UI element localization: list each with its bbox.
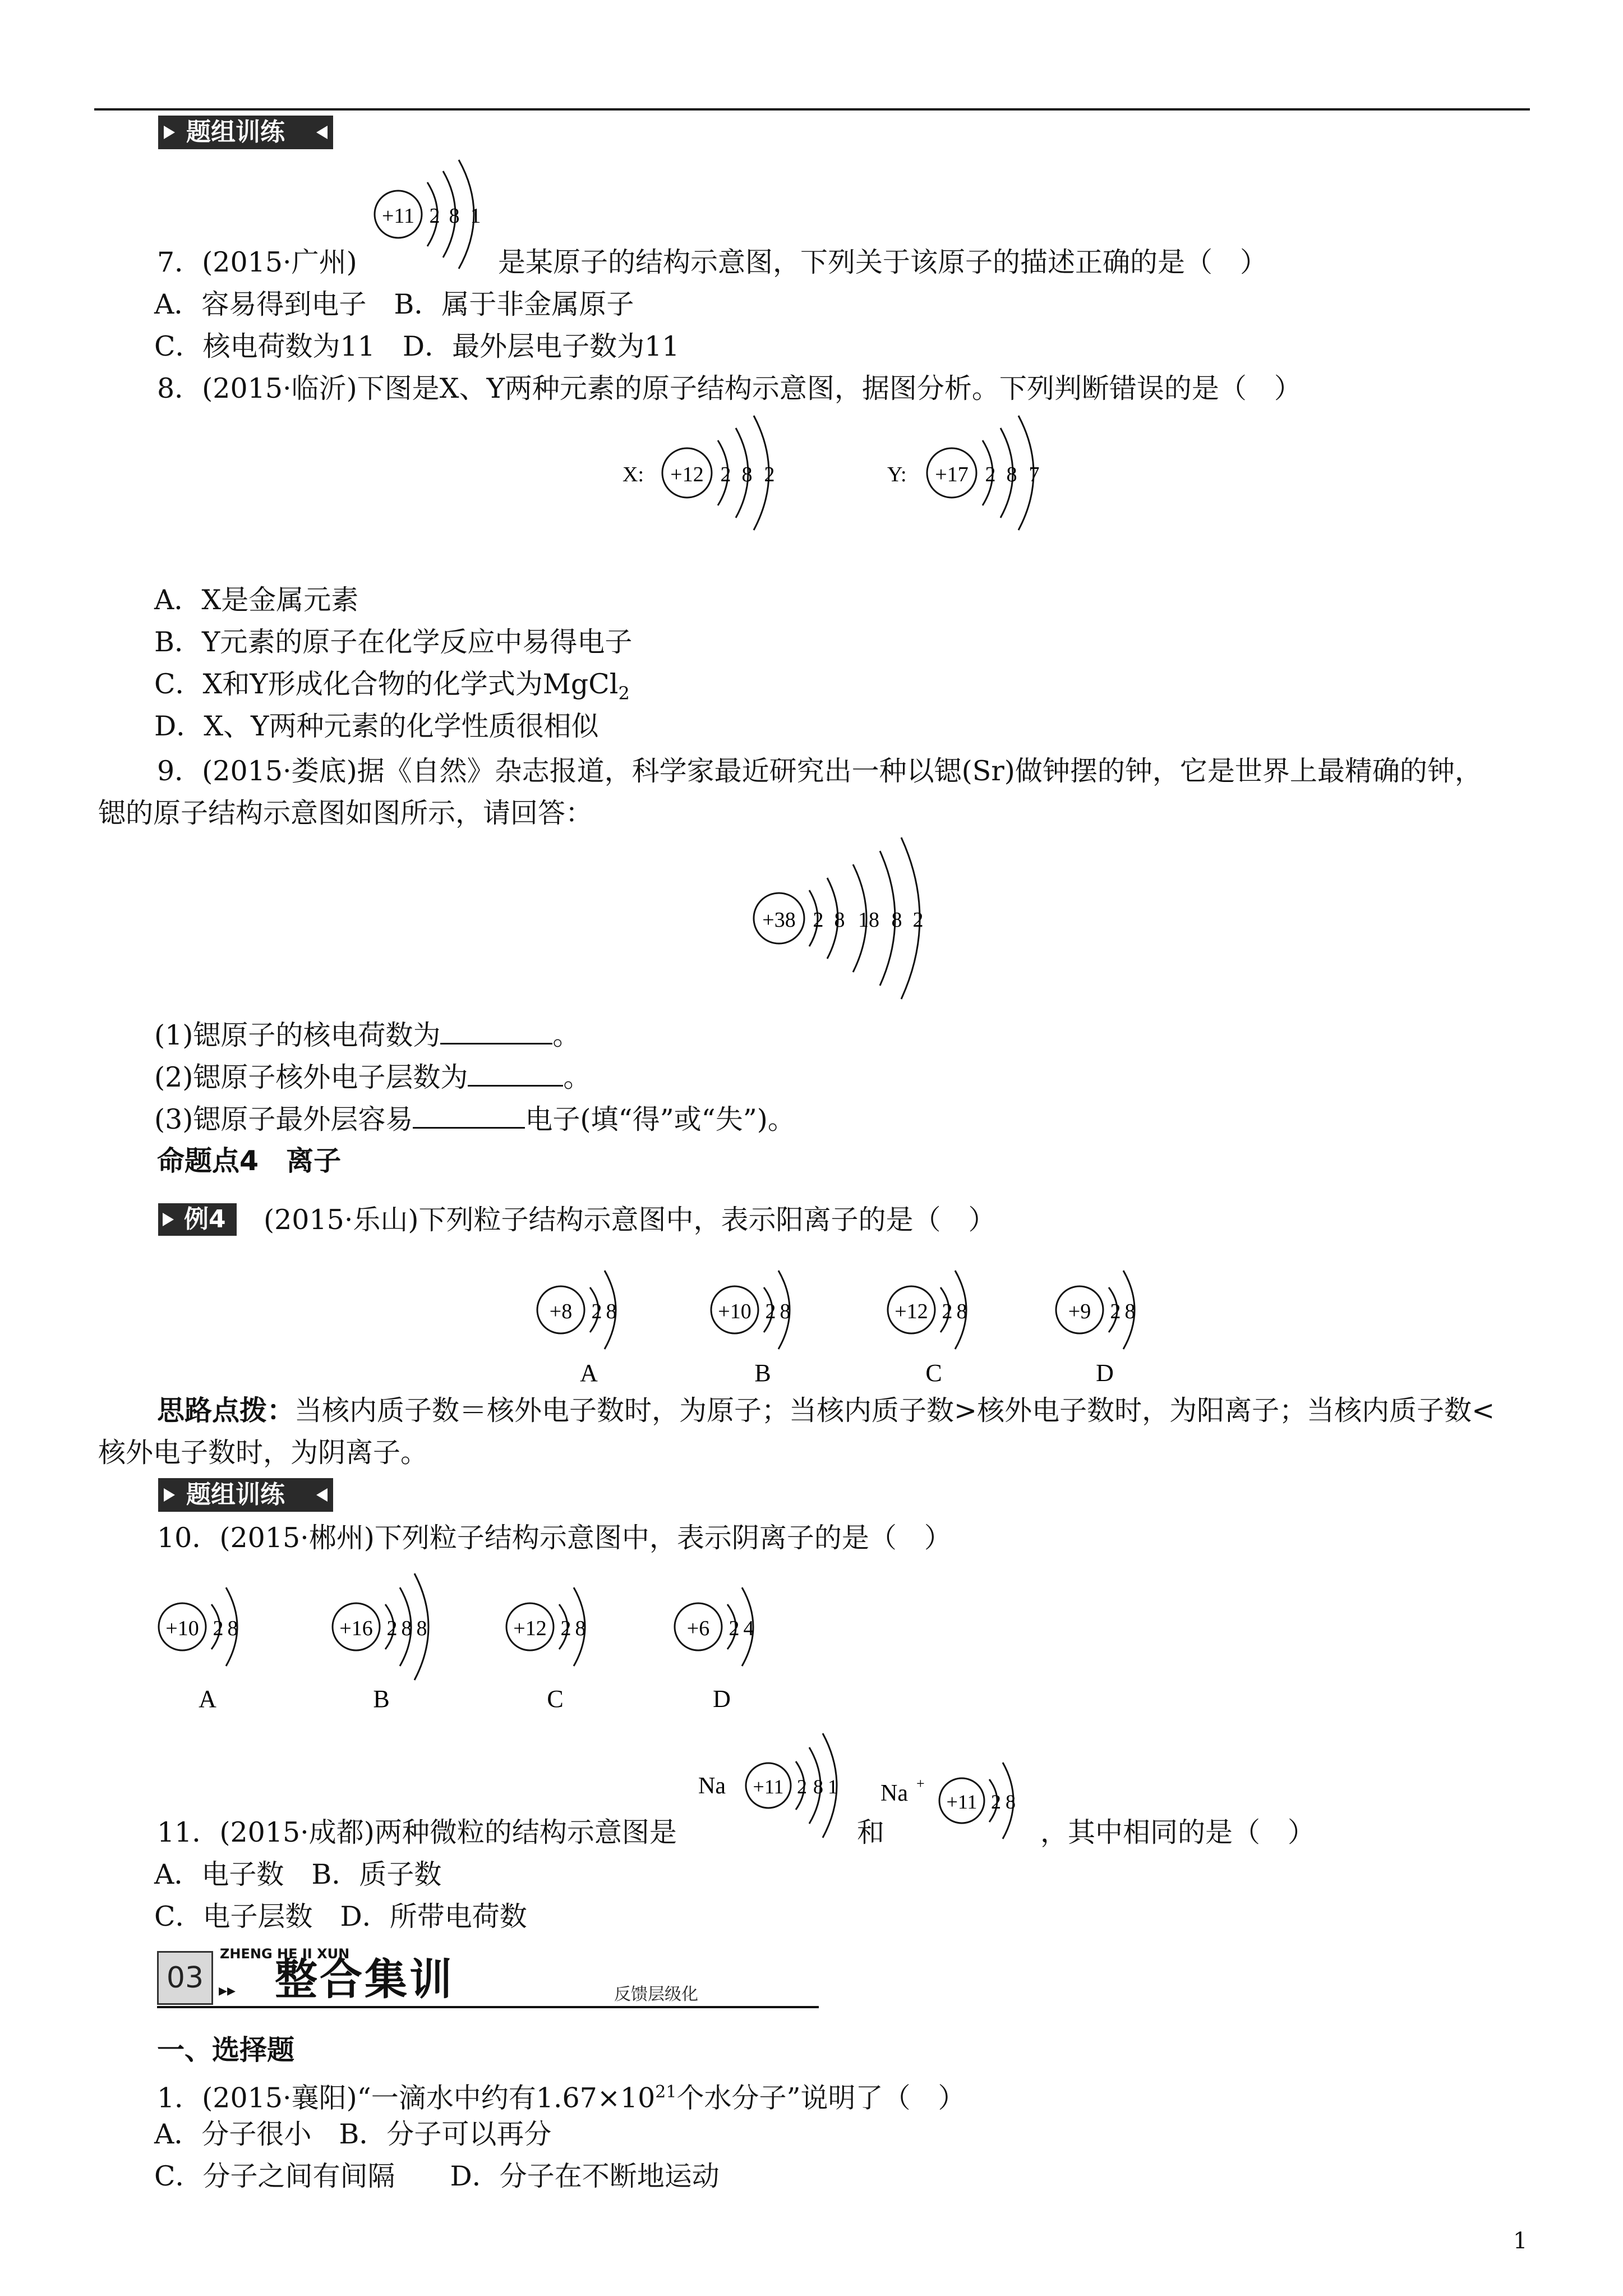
q10-d-shell-2: 4: [743, 1617, 754, 1640]
q10-b-shell-2: 8: [401, 1617, 412, 1640]
ex4-particle-b: [711, 1271, 791, 1387]
q9-nucleus: +38: [762, 908, 796, 932]
q11-na-label: Na: [698, 1773, 726, 1799]
q11-prefix: 11．(2015·成都)两种微粒的结构示意图是: [157, 1816, 677, 1848]
q8-y-label: Y:: [887, 463, 907, 486]
ex4-stem: (2015·乐山)下列粒子结构示意图中，表示阳离子的是（ ）: [264, 1204, 996, 1236]
q11-na-ion-charge: +: [916, 1775, 925, 1792]
practice-banner-2-label: 题组训练: [186, 1480, 285, 1509]
ex4-c-shell-1: 2: [942, 1300, 953, 1323]
q7-nucleus: +11: [381, 204, 415, 228]
triangle-left-icon: [316, 126, 328, 139]
q7-prefix: 7．(2015·广州): [157, 246, 357, 278]
ex4-b-shell-2: 8: [780, 1300, 791, 1323]
q10-c-shell-1: 2: [560, 1617, 571, 1640]
ex4-particle-a: [537, 1271, 617, 1387]
q10-particle-c: [506, 1588, 586, 1713]
q10-c-nucleus: +12: [513, 1617, 547, 1640]
ex4-a-shell-2: 8: [606, 1300, 617, 1323]
ex4-d-shell-1: 2: [1110, 1300, 1121, 1323]
q11-na-ion-shell-2: 8: [1006, 1791, 1016, 1813]
q8-option-b: B．Y元素的原子在化学反应中易得电子: [154, 626, 633, 658]
q11-option-cd: C．电子层数 D．所带电荷数: [154, 1901, 527, 1932]
q8-x-shell-1: 2: [720, 463, 731, 486]
q11-na-atom-diagram: [698, 1728, 861, 1846]
q9-shell-2: 8: [834, 908, 845, 932]
header-rule: [94, 108, 1530, 111]
q8-x-nucleus: +12: [670, 463, 704, 486]
ex4-d-nucleus: +9: [1068, 1300, 1091, 1323]
q1-stem-b: 个水分子”说明了（ ）: [676, 2082, 966, 2114]
ex4-b-letter: B: [754, 1359, 771, 1387]
ex4-c-shell-2: 8: [956, 1300, 967, 1323]
q9-sub2: [154, 1060, 591, 1094]
ex4-particle-d: [1056, 1271, 1136, 1387]
q7-option-ab: A．容易得到电子 B．属于非金属原子: [154, 288, 634, 320]
practice-banner-label: 题组训练: [186, 118, 285, 146]
q9-sub1-end: 。: [552, 1019, 580, 1051]
q10-particle-d: [675, 1588, 754, 1713]
triangle-right-icon: [164, 1488, 175, 1502]
q10-d-nucleus: +6: [686, 1617, 710, 1640]
q7-shell-2: 8: [449, 204, 460, 228]
q8-x-shell-2: 8: [741, 463, 753, 486]
q11-na-nucleus: +11: [753, 1775, 784, 1798]
q8-y-shell-3: 7: [1029, 463, 1040, 486]
q8-x-atom-diagram: [623, 409, 802, 539]
q8-y-atom-diagram: [887, 409, 1067, 539]
triangle-right-icon: [164, 126, 175, 139]
q11-na-shell-2: 8: [813, 1775, 823, 1798]
q10-c-shell-2: 8: [575, 1617, 586, 1640]
ex4-particle-c: [888, 1271, 967, 1387]
q10-a-nucleus: +10: [165, 1617, 199, 1640]
q9-sub3-blank[interactable]: [413, 1102, 525, 1129]
section-pinyin: ZHENG HE JI XUN: [220, 1946, 350, 1962]
ex4-hint-line1: [157, 1394, 1495, 1428]
q11-suffix: ，其中相同的是（ ）: [1040, 1816, 1316, 1848]
q10-particle-diagrams: [154, 1571, 827, 1722]
q1-exponent: 21: [655, 2082, 677, 2102]
q11-option-ab: A．电子数 B．质子数: [154, 1858, 442, 1890]
q9-shell-1: 2: [813, 908, 824, 932]
q10-stem: 10．(2015·郴州)下列粒子结构示意图中，表示阴离子的是（ ）: [157, 1522, 952, 1554]
q8-y-shell-1: 2: [985, 463, 996, 486]
q10-c-letter: C: [547, 1685, 564, 1713]
practice-banner-2: [158, 1478, 333, 1512]
ex4-d-letter: D: [1096, 1359, 1114, 1387]
ex4-hint-label: 思路点拨：: [157, 1395, 295, 1427]
q7-shell-3: 1: [470, 204, 481, 228]
q9-shell-5: 2: [912, 908, 924, 932]
q10-b-letter: B: [373, 1685, 390, 1713]
q10-a-letter: A: [199, 1685, 216, 1713]
topic-4-heading: 命题点4 离子: [157, 1145, 342, 1177]
ex4-d-shell-2: 8: [1124, 1300, 1136, 1323]
section-rule: [157, 2006, 819, 2008]
q8-option-a: A．X是金属元素: [154, 584, 359, 616]
ex4-a-shell-1: 2: [591, 1300, 602, 1323]
q10-a-shell-2: 8: [227, 1617, 238, 1640]
ex4-hint-line2: 核外电子数时，为阴离子。: [98, 1437, 428, 1469]
q10-b-shell-3: 8: [416, 1617, 427, 1640]
ex4-c-nucleus: +12: [895, 1300, 928, 1323]
q11-mid: 和: [857, 1816, 885, 1848]
q11-na-shell-1: 2: [797, 1775, 807, 1798]
ex4-particle-diagrams: [527, 1257, 1200, 1397]
q9-sub2-blank[interactable]: [468, 1060, 563, 1087]
ex4-c-letter: C: [925, 1359, 942, 1387]
ex4-hint-text: 当核内质子数＝核外电子数时，为原子；当核内质子数>核外电子数时，为阳离子；当核内质子数<: [294, 1395, 1495, 1427]
q9-sub2-text: (2)锶原子核外电子层数为: [154, 1061, 468, 1093]
q8-option-c-subscript: 2: [618, 682, 630, 704]
q1-option-ab: A．分子很小 B．分子可以再分: [154, 2118, 552, 2150]
q1-option-cd: C．分子之间有间隔 D．分子在不断地运动: [154, 2160, 720, 2192]
q11-na-shell-3: 1: [828, 1775, 838, 1798]
q9-sub3: [154, 1102, 795, 1137]
q9-sub1-text: (1)锶原子的核电荷数为: [154, 1019, 441, 1051]
section-subtitle: 反馈层级化: [614, 1985, 698, 2004]
q8-stem: 8．(2015·临沂)下图是X、Y两种元素的原子结构示意图，据图分析。下列判断错误的是（ ）: [157, 372, 1302, 404]
q8-x-shell-3: 2: [764, 463, 775, 486]
q9-sub1-blank[interactable]: [440, 1018, 552, 1045]
q9-sub3-text: (3)锶原子最外层容易: [154, 1103, 413, 1135]
q10-d-shell-1: 2: [728, 1617, 740, 1640]
example-badge: [158, 1203, 237, 1236]
section-title: 整合集训: [275, 1954, 454, 2004]
q7-shell-1: 2: [429, 204, 440, 228]
triangle-right-icon: [163, 1213, 174, 1226]
q11-na-ion-diagram: [880, 1745, 1043, 1851]
page-number: 1: [1513, 2228, 1528, 2254]
q11-na-ion-shell-1: 2: [991, 1791, 1001, 1813]
q8-y-nucleus: +17: [935, 463, 969, 486]
q8-option-d: D．X、Y两种元素的化学性质很相似: [154, 710, 599, 742]
q7-stem: 是某原子的结构示意图，下列关于该原子的描述正确的是（ ）: [498, 246, 1268, 278]
q10-b-shell-1: 2: [386, 1617, 398, 1640]
q9-sub1: [154, 1018, 580, 1052]
q9-strontium-atom-diagram: [743, 833, 956, 1007]
q9-stem-line1: 9．(2015·娄底)据《自然》杂志报道，科学家最近研究出一种以锶(Sr)做钟摆的钟，它是世界上最精确的钟，: [157, 755, 1482, 787]
section-number: 03: [157, 1951, 213, 2005]
q10-particle-b: [333, 1573, 428, 1713]
q1-stem: [157, 2076, 966, 2115]
part-1-heading: 一、选择题: [157, 2034, 295, 2066]
ex4-b-shell-1: 2: [765, 1300, 776, 1323]
q10-b-nucleus: +16: [339, 1617, 373, 1640]
q11-na-ion-label: Na: [880, 1780, 908, 1806]
q8-option-c-text: C．X和Y形成化合物的化学式为MgCl: [154, 668, 619, 700]
q9-sub2-end: 。: [563, 1061, 591, 1093]
q8-x-label: X:: [623, 463, 644, 486]
q7-atom-diagram: [365, 154, 499, 283]
q11-na-ion-nucleus: +11: [946, 1791, 978, 1813]
q8-y-shell-2: 8: [1006, 463, 1017, 486]
q9-sub3-end: 电子(填“得”或“失”)。: [525, 1103, 795, 1135]
ex4-a-letter: A: [580, 1359, 598, 1387]
triangle-left-icon: [316, 1488, 328, 1502]
double-arrow-icon: ▸▸: [219, 1981, 236, 2000]
example-badge-label: 例4: [184, 1205, 226, 1234]
ex4-b-nucleus: +10: [718, 1300, 751, 1323]
practice-banner: [158, 116, 333, 149]
q9-shell-3: 18: [858, 908, 879, 932]
q1-stem-a: 1．(2015·襄阳)“一滴水中约有1.67×10: [157, 2082, 656, 2114]
q10-d-letter: D: [713, 1685, 731, 1713]
q10-a-shell-1: 2: [213, 1617, 224, 1640]
q9-stem-line2: 锶的原子结构示意图如图所示，请回答：: [98, 797, 593, 829]
q10-particle-a: [159, 1588, 238, 1713]
q7-option-cd: C．核电荷数为11 D．最外层电子数为11: [154, 330, 680, 362]
q9-shell-4: 8: [891, 908, 902, 932]
q8-option-c: [154, 668, 630, 710]
ex4-a-nucleus: +8: [549, 1300, 573, 1323]
